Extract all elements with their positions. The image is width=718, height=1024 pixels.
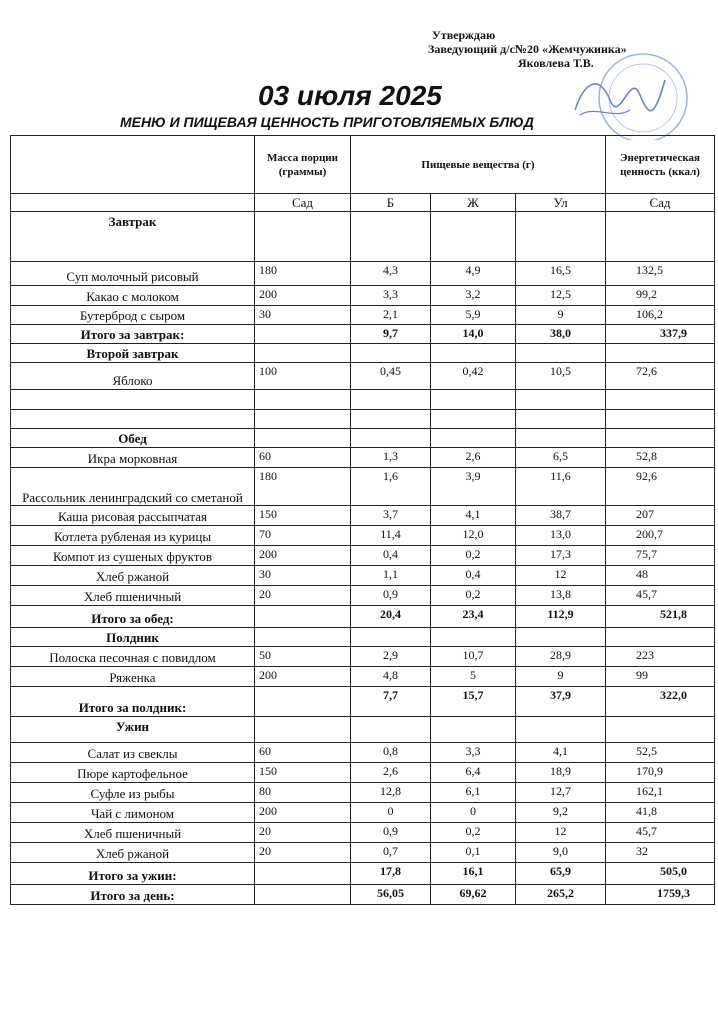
fat-cell: 4,1 — [431, 506, 516, 526]
mass-cell: 70 — [255, 526, 351, 546]
dish-name: Пюре картофельное — [11, 763, 255, 783]
mass-cell — [255, 885, 351, 905]
section-row — [11, 429, 715, 448]
table-body — [11, 212, 715, 905]
empty-cell — [351, 717, 431, 743]
dish-name: Яблоко — [11, 363, 255, 390]
energy-cell: 521,8 — [606, 606, 715, 628]
total-row — [11, 606, 715, 628]
section-row — [11, 717, 715, 743]
menu-title: МЕНЮ И ПИЩЕВАЯ ЦЕННОСТЬ ПРИГОТОВЛЯЕМЫХ БЛЮД — [120, 114, 534, 130]
empty-row — [11, 410, 715, 429]
section-title: Обед — [11, 429, 255, 448]
section-title: Завтрак — [11, 212, 255, 262]
empty-cell — [351, 628, 431, 647]
fat-cell: 14,0 — [431, 325, 516, 344]
protein-cell: 3,3 — [351, 286, 431, 306]
mass-cell: 200 — [255, 286, 351, 306]
mass-cell: 200 — [255, 546, 351, 566]
fat-cell: 0,4 — [431, 566, 516, 586]
energy-cell: 99 — [606, 667, 715, 687]
fat-cell: 0,2 — [431, 546, 516, 566]
empty-cell — [11, 390, 255, 410]
seal-stamp-icon — [555, 40, 705, 140]
protein-cell: 9,7 — [351, 325, 431, 344]
dish-name: Икра морковная — [11, 448, 255, 468]
dish-name: Хлеб ржаной — [11, 566, 255, 586]
carbs-cell: 38,7 — [516, 506, 606, 526]
section-title: Ужин — [11, 717, 255, 743]
total-label: Итого за завтрак: — [11, 325, 255, 344]
dish-name: Бутерброд с сыром — [11, 306, 255, 325]
total-row — [11, 687, 715, 717]
mass-cell — [255, 687, 351, 717]
protein-cell: 2,1 — [351, 306, 431, 325]
energy-cell: 1759,3 — [606, 885, 715, 905]
mass-cell: 200 — [255, 667, 351, 687]
subheader-fat: Ж — [431, 194, 516, 212]
fat-cell: 3,9 — [431, 468, 516, 506]
menu-table — [10, 135, 715, 905]
dish-name: Ряженка — [11, 667, 255, 687]
dish-name: Котлета рубленая из курицы — [11, 526, 255, 546]
section-title: Полдник — [11, 628, 255, 647]
carbs-cell: 12,5 — [516, 286, 606, 306]
empty-cell — [516, 628, 606, 647]
mass-cell — [255, 325, 351, 344]
protein-cell: 1,3 — [351, 448, 431, 468]
carbs-cell: 13,0 — [516, 526, 606, 546]
dish-name: Суфле из рыбы — [11, 783, 255, 803]
energy-cell: 32 — [606, 843, 715, 863]
protein-cell: 4,8 — [351, 667, 431, 687]
dish-name: Хлеб пшеничный — [11, 586, 255, 606]
energy-cell: 132,5 — [606, 262, 715, 286]
approval-line-1: Утверждаю — [432, 28, 496, 42]
table-row — [11, 743, 715, 763]
fat-cell: 0 — [431, 803, 516, 823]
empty-cell — [606, 628, 715, 647]
energy-cell: 99,2 — [606, 286, 715, 306]
carbs-cell: 9 — [516, 306, 606, 325]
total-row — [11, 885, 715, 905]
approval-line-3: Яковлева Т.В. — [518, 56, 594, 70]
table-row — [11, 647, 715, 667]
fat-cell: 10,7 — [431, 647, 516, 667]
empty-cell — [431, 212, 516, 262]
empty-cell — [516, 212, 606, 262]
header-empty — [11, 136, 255, 194]
protein-cell: 0 — [351, 803, 431, 823]
empty-cell — [606, 410, 715, 429]
mass-cell: 150 — [255, 506, 351, 526]
fat-cell: 69,62 — [431, 885, 516, 905]
protein-cell: 20,4 — [351, 606, 431, 628]
carbs-cell: 13,8 — [516, 586, 606, 606]
subheader-protein: Б — [351, 194, 431, 212]
carbs-cell: 9,0 — [516, 843, 606, 863]
dish-name: Компот из сушеных фруктов — [11, 546, 255, 566]
empty-cell — [516, 410, 606, 429]
fat-cell: 0,2 — [431, 586, 516, 606]
empty-cell — [516, 429, 606, 448]
empty-cell — [351, 344, 431, 363]
empty-cell — [11, 410, 255, 429]
mass-cell: 20 — [255, 586, 351, 606]
subheader-carbs: Ул — [516, 194, 606, 212]
protein-cell: 3,7 — [351, 506, 431, 526]
empty-cell — [606, 429, 715, 448]
empty-cell — [516, 344, 606, 363]
empty-cell — [606, 212, 715, 262]
carbs-cell: 10,5 — [516, 363, 606, 390]
empty-cell — [351, 410, 431, 429]
table-row — [11, 363, 715, 390]
table-row — [11, 763, 715, 783]
dish-name: Полоска песочная с повидлом — [11, 647, 255, 667]
carbs-cell: 16,5 — [516, 262, 606, 286]
table-row — [11, 667, 715, 687]
energy-cell: 170,9 — [606, 763, 715, 783]
carbs-cell: 112,9 — [516, 606, 606, 628]
energy-cell: 45,7 — [606, 586, 715, 606]
fat-cell: 3,3 — [431, 743, 516, 763]
menu-date: 03 июля 2025 — [258, 80, 442, 111]
fat-cell: 15,7 — [431, 687, 516, 717]
energy-cell: 322,0 — [606, 687, 715, 717]
energy-cell: 200,7 — [606, 526, 715, 546]
mass-cell: 80 — [255, 783, 351, 803]
energy-cell: 75,7 — [606, 546, 715, 566]
empty-cell — [255, 628, 351, 647]
energy-cell: 106,2 — [606, 306, 715, 325]
total-row — [11, 863, 715, 885]
dish-name: Каша рисовая рассыпчатая — [11, 506, 255, 526]
protein-cell: 2,6 — [351, 763, 431, 783]
mass-cell: 20 — [255, 823, 351, 843]
table-row — [11, 262, 715, 286]
section-row — [11, 212, 715, 262]
table-row — [11, 448, 715, 468]
table-header-row — [11, 136, 715, 194]
carbs-cell: 17,3 — [516, 546, 606, 566]
carbs-cell: 9,2 — [516, 803, 606, 823]
empty-cell — [351, 390, 431, 410]
carbs-cell: 12,7 — [516, 783, 606, 803]
dish-name: Суп молочный рисовый — [11, 262, 255, 286]
energy-cell: 207 — [606, 506, 715, 526]
table-row — [11, 783, 715, 803]
mass-cell: 180 — [255, 468, 351, 506]
empty-cell — [606, 344, 715, 363]
table-row — [11, 566, 715, 586]
mass-cell: 30 — [255, 306, 351, 325]
energy-cell: 52,8 — [606, 448, 715, 468]
mass-cell: 20 — [255, 843, 351, 863]
protein-cell: 1,1 — [351, 566, 431, 586]
energy-cell: 45,7 — [606, 823, 715, 843]
empty-cell — [606, 717, 715, 743]
empty-cell — [516, 390, 606, 410]
fat-cell: 5,9 — [431, 306, 516, 325]
energy-cell: 337,9 — [606, 325, 715, 344]
total-label: Итого за полдник: — [11, 687, 255, 717]
table-row — [11, 586, 715, 606]
empty-cell — [431, 344, 516, 363]
protein-cell: 17,8 — [351, 863, 431, 885]
fat-cell: 5 — [431, 667, 516, 687]
mass-cell: 100 — [255, 363, 351, 390]
protein-cell: 0,9 — [351, 823, 431, 843]
table-row — [11, 506, 715, 526]
protein-cell: 0,8 — [351, 743, 431, 763]
protein-cell: 4,3 — [351, 262, 431, 286]
mass-cell: 50 — [255, 647, 351, 667]
empty-row — [11, 390, 715, 410]
empty-cell — [516, 717, 606, 743]
energy-cell: 52,5 — [606, 743, 715, 763]
carbs-cell: 18,9 — [516, 763, 606, 783]
empty-cell — [255, 429, 351, 448]
fat-cell: 6,4 — [431, 763, 516, 783]
dish-name: Хлеб пшеничный — [11, 823, 255, 843]
table-row — [11, 468, 715, 506]
section-title: Второй завтрак — [11, 344, 255, 363]
total-label: Итого за ужин: — [11, 863, 255, 885]
total-label: Итого за день: — [11, 885, 255, 905]
mass-cell: 60 — [255, 448, 351, 468]
protein-cell: 11,4 — [351, 526, 431, 546]
empty-cell — [255, 390, 351, 410]
mass-cell — [255, 863, 351, 885]
mass-cell: 60 — [255, 743, 351, 763]
energy-cell: 505,0 — [606, 863, 715, 885]
total-row — [11, 325, 715, 344]
carbs-cell: 37,9 — [516, 687, 606, 717]
empty-cell — [255, 410, 351, 429]
table-row — [11, 843, 715, 863]
carbs-cell: 28,9 — [516, 647, 606, 667]
energy-cell: 41,8 — [606, 803, 715, 823]
section-row — [11, 628, 715, 647]
empty-cell — [351, 212, 431, 262]
mass-cell — [255, 606, 351, 628]
energy-cell: 162,1 — [606, 783, 715, 803]
empty-cell — [351, 429, 431, 448]
dish-name: Салат из свеклы — [11, 743, 255, 763]
carbs-cell: 12 — [516, 823, 606, 843]
carbs-cell: 65,9 — [516, 863, 606, 885]
carbs-cell: 38,0 — [516, 325, 606, 344]
empty-cell — [255, 212, 351, 262]
fat-cell: 3,2 — [431, 286, 516, 306]
protein-cell: 0,7 — [351, 843, 431, 863]
dish-name: Хлеб ржаной — [11, 843, 255, 863]
protein-cell: 2,9 — [351, 647, 431, 667]
dish-name: Какао с молоком — [11, 286, 255, 306]
mass-cell: 150 — [255, 763, 351, 783]
empty-cell — [431, 390, 516, 410]
carbs-cell: 11,6 — [516, 468, 606, 506]
approval-line-2: Заведующий д/с№20 «Жемчужинка» — [428, 42, 627, 56]
empty-cell — [255, 717, 351, 743]
table-subheader-row — [11, 194, 715, 212]
carbs-cell: 12 — [516, 566, 606, 586]
subheader-empty — [11, 194, 255, 212]
empty-cell — [606, 390, 715, 410]
total-label: Итого за обед: — [11, 606, 255, 628]
carbs-cell: 265,2 — [516, 885, 606, 905]
mass-cell: 30 — [255, 566, 351, 586]
header-mass: Масса порции (граммы) — [255, 136, 351, 194]
fat-cell: 0,42 — [431, 363, 516, 390]
fat-cell: 12,0 — [431, 526, 516, 546]
empty-cell — [255, 344, 351, 363]
fat-cell: 23,4 — [431, 606, 516, 628]
carbs-cell: 4,1 — [516, 743, 606, 763]
protein-cell: 0,9 — [351, 586, 431, 606]
fat-cell: 6,1 — [431, 783, 516, 803]
protein-cell: 0,45 — [351, 363, 431, 390]
carbs-cell: 9 — [516, 667, 606, 687]
dish-name: Рассольник ленинградский со сметаной — [11, 468, 255, 506]
protein-cell: 12,8 — [351, 783, 431, 803]
protein-cell: 7,7 — [351, 687, 431, 717]
empty-cell — [431, 628, 516, 647]
empty-cell — [431, 717, 516, 743]
carbs-cell: 6,5 — [516, 448, 606, 468]
fat-cell: 0,1 — [431, 843, 516, 863]
fat-cell: 2,6 — [431, 448, 516, 468]
fat-cell: 16,1 — [431, 863, 516, 885]
mass-cell: 200 — [255, 803, 351, 823]
empty-cell — [431, 429, 516, 448]
table-row — [11, 306, 715, 325]
empty-cell — [431, 410, 516, 429]
protein-cell: 1,6 — [351, 468, 431, 506]
subheader-mass: Сад — [255, 194, 351, 212]
table-row — [11, 823, 715, 843]
dish-name: Чай с лимоном — [11, 803, 255, 823]
fat-cell: 4,9 — [431, 262, 516, 286]
table-row — [11, 803, 715, 823]
table-row — [11, 526, 715, 546]
table-row — [11, 546, 715, 566]
section-row — [11, 344, 715, 363]
header-nutrients: Пищевые вещества (г) — [351, 136, 606, 194]
energy-cell: 72,6 — [606, 363, 715, 390]
protein-cell: 56,05 — [351, 885, 431, 905]
fat-cell: 0,2 — [431, 823, 516, 843]
energy-cell: 223 — [606, 647, 715, 667]
energy-cell: 92,6 — [606, 468, 715, 506]
table-row — [11, 286, 715, 306]
header-energy: Энергетическая ценность (ккал) — [606, 136, 715, 194]
energy-cell: 48 — [606, 566, 715, 586]
mass-cell: 180 — [255, 262, 351, 286]
protein-cell: 0,4 — [351, 546, 431, 566]
subheader-energy: Сад — [606, 194, 715, 212]
